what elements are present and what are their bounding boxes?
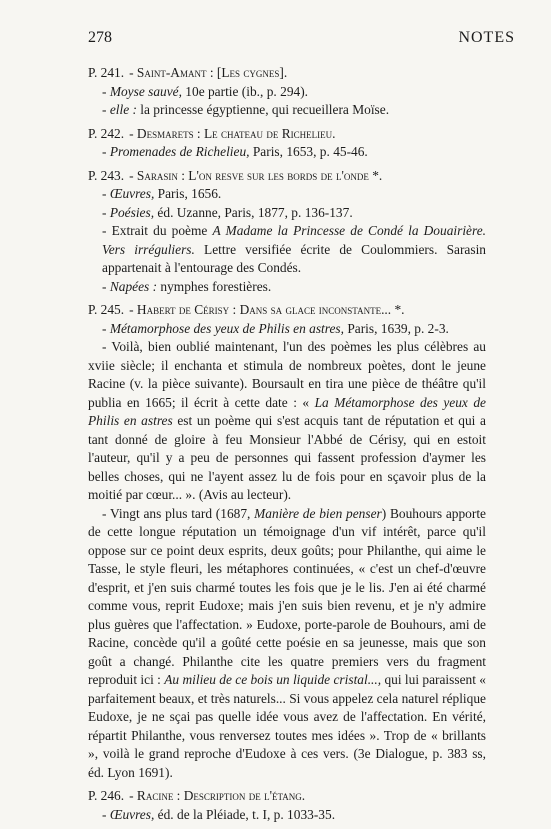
note-line: - Moyse sauvé, 10e partie (ib., p. 294). (102, 83, 309, 99)
note-page-ref: P. 245. (88, 302, 125, 317)
notes-body (88, 64, 486, 829)
note-page-ref: P. 242. (88, 125, 125, 141)
note-line: - Extrait du poème A Madame la Princesse de Condé la Douairière. Vers irréguliers. Lettre versifiée écrite de Coulommiers. Sarasin appartenait à l'entourage des Condés. (102, 223, 487, 275)
note-p246 (88, 787, 486, 824)
note-page-ref: P. 246. (88, 788, 125, 803)
note-heading (88, 167, 486, 186)
note-heading (88, 301, 486, 320)
note-p241 (88, 64, 486, 120)
note-line: - Napées : nymphes forestières. (102, 278, 272, 294)
note-title: - Habert de Cérisy : Dans sa glace inconstante... *. (129, 302, 405, 317)
note-line: - elle : la princesse égyptienne, qui recueillera Moïse. (102, 102, 390, 117)
note-line: - Poésies, éd. Uzanne, Paris, 1877, p. 136-137. (102, 204, 353, 220)
note-p242 (88, 125, 486, 162)
page-number: 278 (88, 29, 112, 46)
note-page-ref: P. 241. (88, 65, 125, 80)
note-p245 (88, 301, 486, 782)
note-page-ref: P. 243. (88, 167, 125, 183)
note-heading (88, 125, 486, 144)
note-paragraph: - Voilà, bien oublié maintenant, l'un des poèmes les plus célèbres au xviie siècle; il enchanta et stimula de nombreux poètes, dont le jeune Racine (v. la pièce suivante). Boursault en tira une pièce de théâtre qu'il publia en 1665; il écrit à cette date : « La Métamorphose des yeux de Philis en astres est un poème qui s'est acquis tant de réputation et qui a tant donné de gloire à feu Monsieur l'Abbé de Cérisy, qui en estoit l'auteur, qu'il y a peu de personnes qui fassent profession d'aymer les belles choses, qui ne l'ayent assez lu de fois pour en sçavoir plus de la moitié par cœur... ». (Avis au lecteur). (88, 339, 486, 502)
note-title: - Sarasin : L'on resve sur les bords de l'onde *. (129, 167, 383, 183)
note-title: - Saint-Amant : [Les cygnes]. (129, 65, 288, 80)
note-p243 (88, 167, 486, 297)
note-heading (88, 787, 486, 806)
note-line: - Œuvres, éd. de la Pléiade, t. I, p. 1033-35. (102, 806, 336, 822)
note-line: - Métamorphose des yeux de Philis en astres, Paris, 1639, p. 2-3. (102, 320, 449, 336)
page-header (88, 29, 515, 51)
running-head: NOTES (458, 29, 515, 46)
note-line: - Œuvres, Paris, 1656. (102, 186, 222, 201)
note-paragraph: - Vingt ans plus tard (1687, Manière de bien penser) Bouhours apporte de cette longue réputation un témoignage d'un vif intérêt, parce qu'il oppose sur ce point deux esprits, deux goûts; pour Philanthe, qui aime le Tasse, le style fleuri, les métaphores continuées, « c'est un chef-d'œuvre d'esprit, et j'en suis charmé toutes les fois que je le lis. J'en ai été charmé comme vous, reprit Eudoxe; mais j'en suis bien revenu, et je n'y admire plus guères que l'affectation. » Eudoxe, porte-parole de Bouhours, ami de Racine, concède qu'il a goûté cette poésie en sa jeunesse, mais que son goût a changé. Philanthe cite les quatre premiers vers du fragment reproduit ici : Au milieu de ce bois un liquide cristal..., qui lui paraissent « parfaitement beaux, et très naturels... Si vous appelez cela naturel réplique Eudoxe, je ne sçai pas quelle idée vous avez de l'affectation. En vérité, répartit Philanthe, vous renversez toutes mes idées ». Trop de « brillants », voilà le grand reproche d'Eudoxe à ces vers. (3e Dialogue, p. 383 ss, éd. Lyon 1691). (88, 505, 486, 780)
note-title: - Racine : Description de l'étang. (129, 788, 306, 803)
note-line: - Promenades de Richelieu, Paris, 1653, p. 45-46. (102, 144, 368, 159)
note-title: - Desmarets : Le chateau de Richelieu. (129, 125, 336, 141)
note-heading (88, 64, 486, 83)
